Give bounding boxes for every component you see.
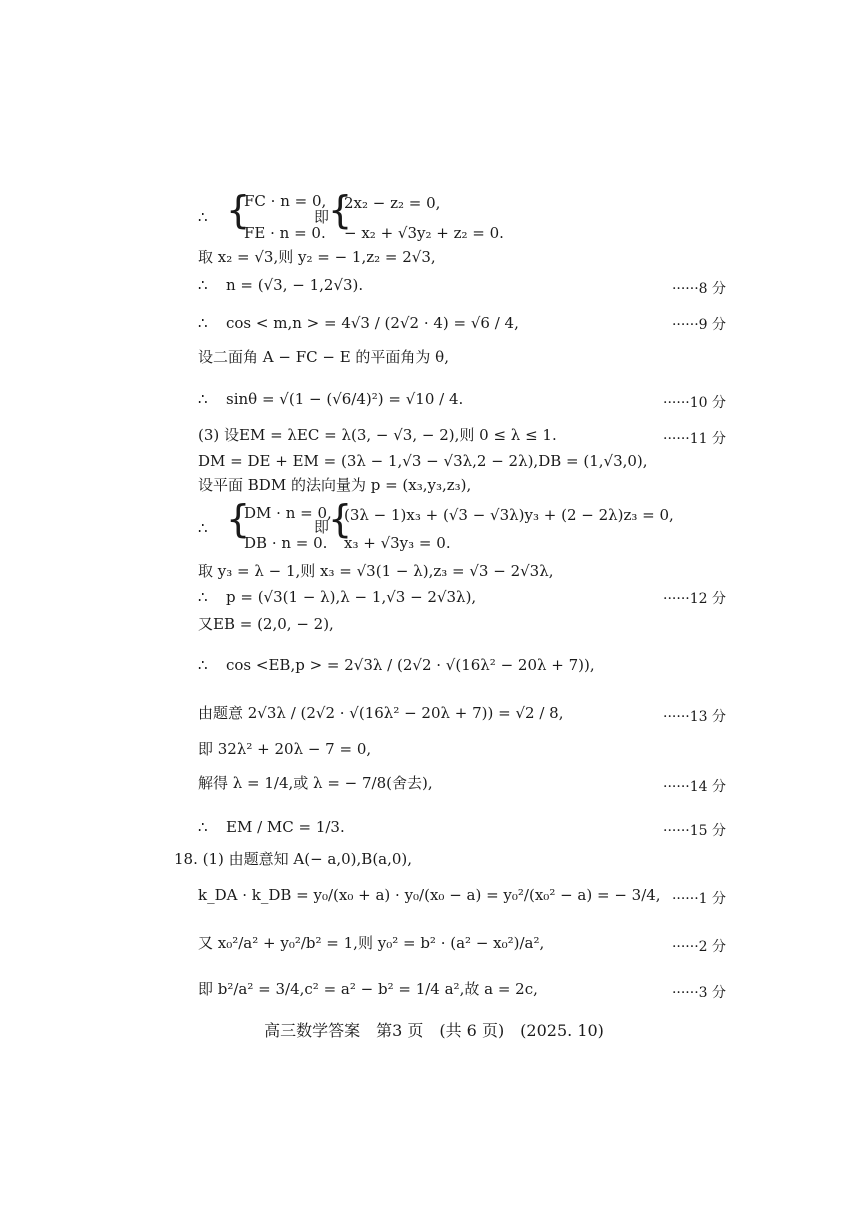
therefore-symbol: ∴ [198,314,208,332]
math-line: cos < m,n > = 4√3 / (2√2 · 4) = √6 / 4, [226,314,519,332]
math-line: n = (√3, − 1,2√3). [226,276,364,294]
score-label: ······13 分 [663,709,726,725]
math-line: 又EB = (2,0, − 2), [198,615,334,633]
math-line: x₃ + √3y₃ = 0. [344,534,451,552]
therefore-symbol: ∴ [198,519,208,537]
therefore-symbol: ∴ [198,208,208,226]
score-label: ······15 分 [663,823,726,839]
score-label: ······3 分 [671,985,726,1001]
math-line: 设二面角 A − FC − E 的平面角为 θ, [198,348,449,366]
math-line: 又 x₀²/a² + y₀²/b² = 1,则 y₀² = b² · (a² − x₀²)/a², [198,934,545,952]
page-footer: 高三数学答案 第3 页 (共 6 页) (2025. 10) [264,1021,604,1040]
question-heading: 18. (1) 由题意知 A(− a,0),B(a,0), [174,850,413,868]
left-brace: { [226,497,251,541]
score-label: ······9 分 [671,317,726,333]
therefore-symbol: ∴ [198,588,208,606]
math-line: FE · n = 0. [244,224,326,242]
math-line: DM = DE + EM = (3λ − 1,√3 − √3λ,2 − 2λ),DB = (1,√3,0), [198,452,648,470]
score-label: ······12 分 [663,591,726,607]
therefore-symbol: ∴ [198,656,208,674]
score-label: ······10 分 [663,395,726,411]
score-label: ······14 分 [663,779,726,795]
score-label: ······2 分 [671,939,726,955]
math-line: 即 [314,518,330,536]
left-brace: { [226,188,251,232]
math-line: − x₂ + √3y₂ + z₂ = 0. [344,224,504,242]
math-line: 解得 λ = 1/4,或 λ = − 7/8(舍去), [198,774,433,792]
math-line: p = (√3(1 − λ),λ − 1,√3 − 2√3λ), [226,588,477,606]
math-line: DB · n = 0. [244,534,328,552]
score-label: ······1 分 [671,891,726,907]
math-line: EM / MC = 1/3. [226,818,345,836]
math-line: FC · n = 0, [244,192,327,210]
therefore-symbol: ∴ [198,276,208,294]
math-line: cos <EB,p > = 2√3λ / (2√2 · √(16λ² − 20λ + 7)), [226,656,595,674]
math-line: (3) 设EM = λEC = λ(3, − √3, − 2),则 0 ≤ λ ≤ 1. [198,426,557,444]
therefore-symbol: ∴ [198,390,208,408]
math-line: 2x₂ − z₂ = 0, [344,194,441,212]
math-line: 取 x₂ = √3,则 y₂ = − 1,z₂ = 2√3, [198,248,436,266]
score-label: ······11 分 [663,431,726,447]
math-line: 即 b²/a² = 3/4,c² = a² − b² = 1/4 a²,故 a = 2c, [198,980,538,998]
math-line: k_DA · k_DB = y₀/(x₀ + a) · y₀/(x₀ − a) = y₀²/(x₀² − a) = − 3/4, [198,886,661,904]
therefore-symbol: ∴ [198,818,208,836]
math-line: 设平面 BDM 的法向量为 p = (x₃,y₃,z₃), [198,476,472,494]
math-line: 即 32λ² + 20λ − 7 = 0, [198,740,372,758]
math-line: 取 y₃ = λ − 1,则 x₃ = √3(1 − λ),z₃ = √3 − 2√3λ, [198,562,554,580]
left-brace: { [328,497,353,541]
math-line: 由题意 2√3λ / (2√2 · √(16λ² − 20λ + 7)) = √2 / 8, [198,704,564,722]
math-line: (3λ − 1)x₃ + (√3 − √3λ)y₃ + (2 − 2λ)z₃ = 0, [344,506,674,524]
math-line: 即 [314,208,330,226]
math-line: DM · n = 0, [244,504,332,522]
left-brace: { [328,188,353,232]
math-line: sinθ = √(1 − (√6/4)²) = √10 / 4. [226,390,464,408]
score-label: ······8 分 [671,281,726,297]
